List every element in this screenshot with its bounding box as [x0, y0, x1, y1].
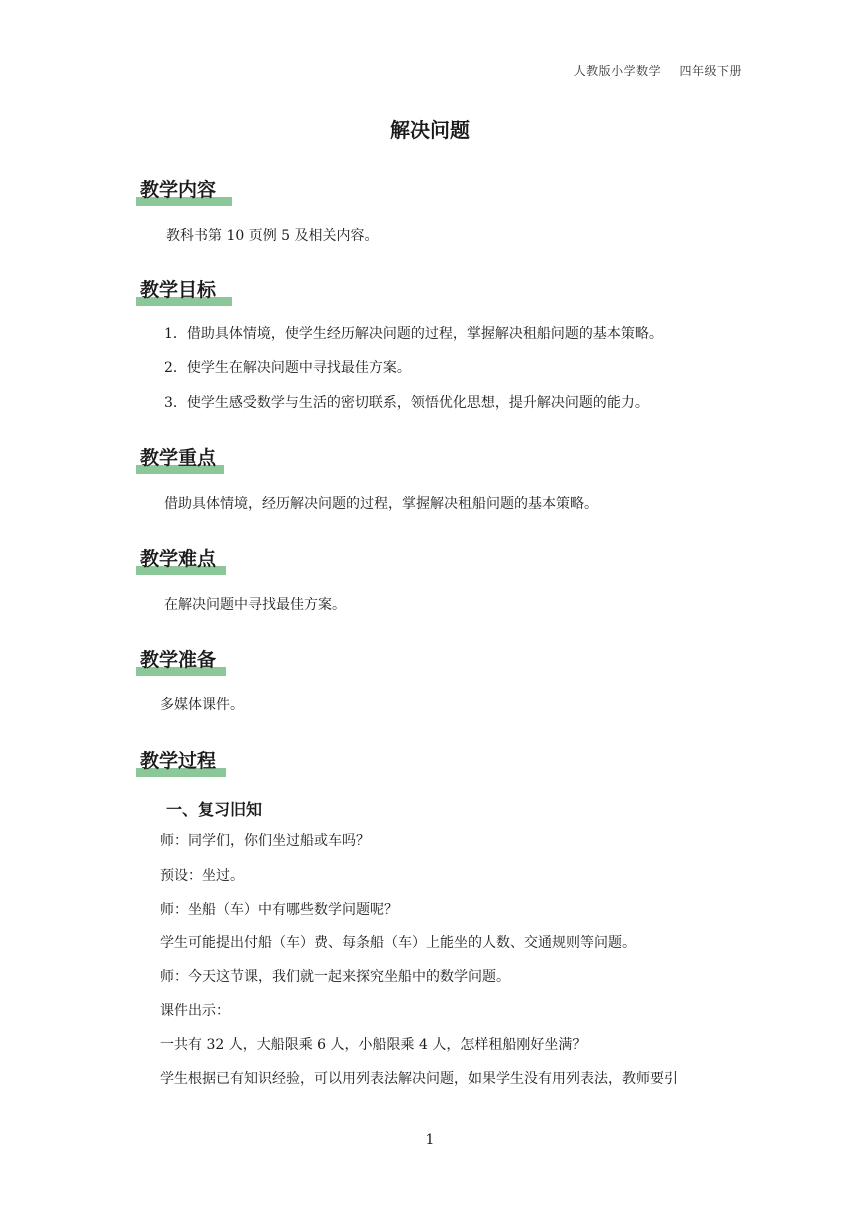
page-number: 1 — [425, 1132, 435, 1148]
section-heading-process — [136, 749, 217, 777]
difficulty-text: 在解决问题中寻找最佳方案。 — [164, 597, 346, 613]
section-heading-goals — [136, 278, 217, 306]
section-heading-label: 教学过程 — [140, 750, 217, 772]
process-line: 预设：坐过。 — [160, 868, 244, 884]
goal-item-1: 1．借助具体情境，使学生经历解决问题的过程，掌握解决租船问题的基本策略。 — [164, 326, 663, 342]
process-line: 一共有 32 人，大船限乘 6 人，小船限乘 4 人，怎样租船刚好坐满？ — [160, 1037, 587, 1053]
process-subheading: 一、复习旧知 — [166, 800, 263, 819]
header-grade: 四年级下册 — [679, 64, 742, 78]
process-line: 学生根据已有知识经验，可以用列表法解决问题，如果学生没有用列表法，教师要引 — [160, 1071, 678, 1087]
section-heading-prep — [136, 648, 217, 676]
process-line: 学生可能提出付船（车）费、每条船（车）上能坐的人数、交通规则等问题。 — [160, 935, 636, 951]
section-heading-label: 教学难点 — [140, 548, 217, 570]
content-text: 教科书第 10 页例 5 及相关内容。 — [166, 228, 379, 244]
prep-text: 多媒体课件。 — [160, 697, 244, 713]
process-line: 师：坐船（车）中有哪些数学问题呢？ — [160, 902, 398, 918]
process-line: 课件出示： — [160, 1003, 230, 1019]
goal-item-3: 3．使学生感受数学与生活的密切联系，领悟优化思想，提升解决问题的能力。 — [164, 395, 649, 411]
section-heading-difficulty — [136, 547, 217, 575]
section-heading-label: 教学内容 — [140, 179, 217, 201]
process-line: 师：今天这节课，我们就一起来探究坐船中的数学问题。 — [160, 969, 510, 985]
section-heading-label: 教学目标 — [140, 279, 217, 301]
header-publisher: 人教版小学数学 — [573, 64, 662, 78]
process-line: 师：同学们，你们坐过船或车吗？ — [160, 833, 370, 849]
running-header — [574, 62, 742, 79]
section-heading-key — [136, 446, 217, 474]
page-title: 解决问题 — [390, 118, 470, 142]
section-heading-content — [136, 178, 217, 206]
section-heading-label: 教学准备 — [140, 649, 217, 671]
section-heading-label: 教学重点 — [140, 447, 217, 469]
goal-item-2: 2．使学生在解决问题中寻找最佳方案。 — [164, 360, 411, 376]
key-text: 借助具体情境，经历解决问题的过程，掌握解决租船问题的基本策略。 — [164, 496, 598, 512]
